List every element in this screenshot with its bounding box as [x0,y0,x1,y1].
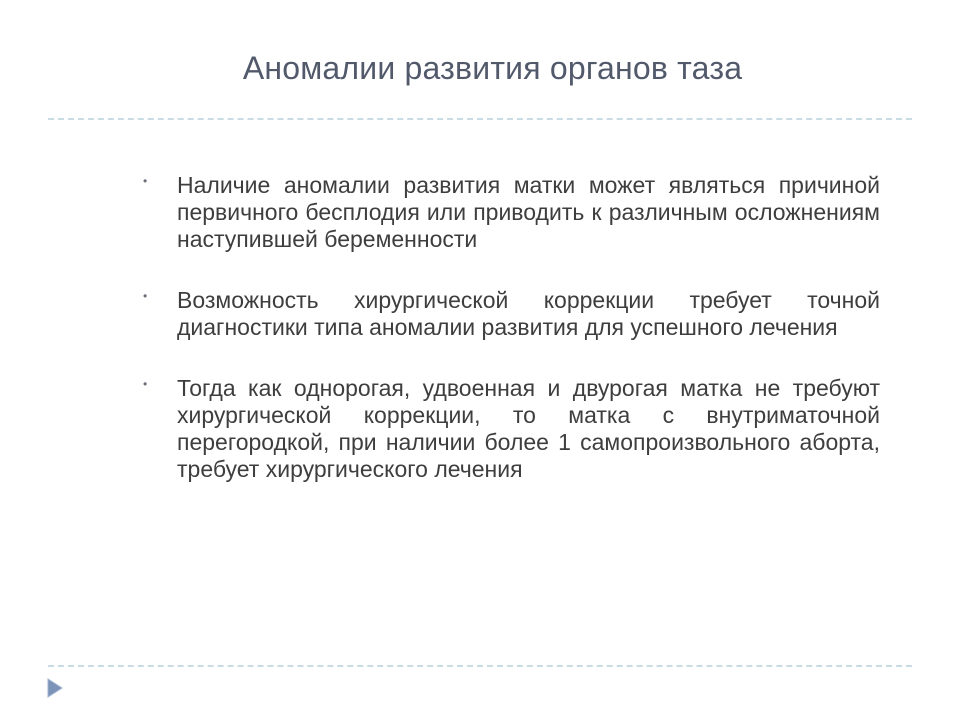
bullet-text: Тогда как однорогая, удвоенная и двурогая матка не требуют хирургической коррекции, то матка с внутриматочной перегородкой, при наличии более 1 самопроизвольного аборта, требует хирургического лечения [177,375,880,482]
bullet-icon: • [143,289,148,303]
bullet-text: Наличие аномалии развития матки может являться причиной первичного бесплодия или приводить к различным осложнениям наступившей беременности [177,172,880,252]
bullet-item [140,375,880,483]
bullet-item [140,287,880,341]
bullet-list [140,172,880,517]
bullet-icon: • [143,377,148,391]
top-divider [48,118,912,120]
bottom-divider [48,665,912,667]
bullet-text: Возможность хирургической коррекции требует точной диагностики типа аномалии развития для успешного лечения [177,287,880,340]
play-arrow-icon[interactable] [47,678,63,698]
slide-title: Аномалии развития органов таза [242,50,743,86]
bullet-item [140,172,880,253]
bullet-icon: • [143,174,148,188]
